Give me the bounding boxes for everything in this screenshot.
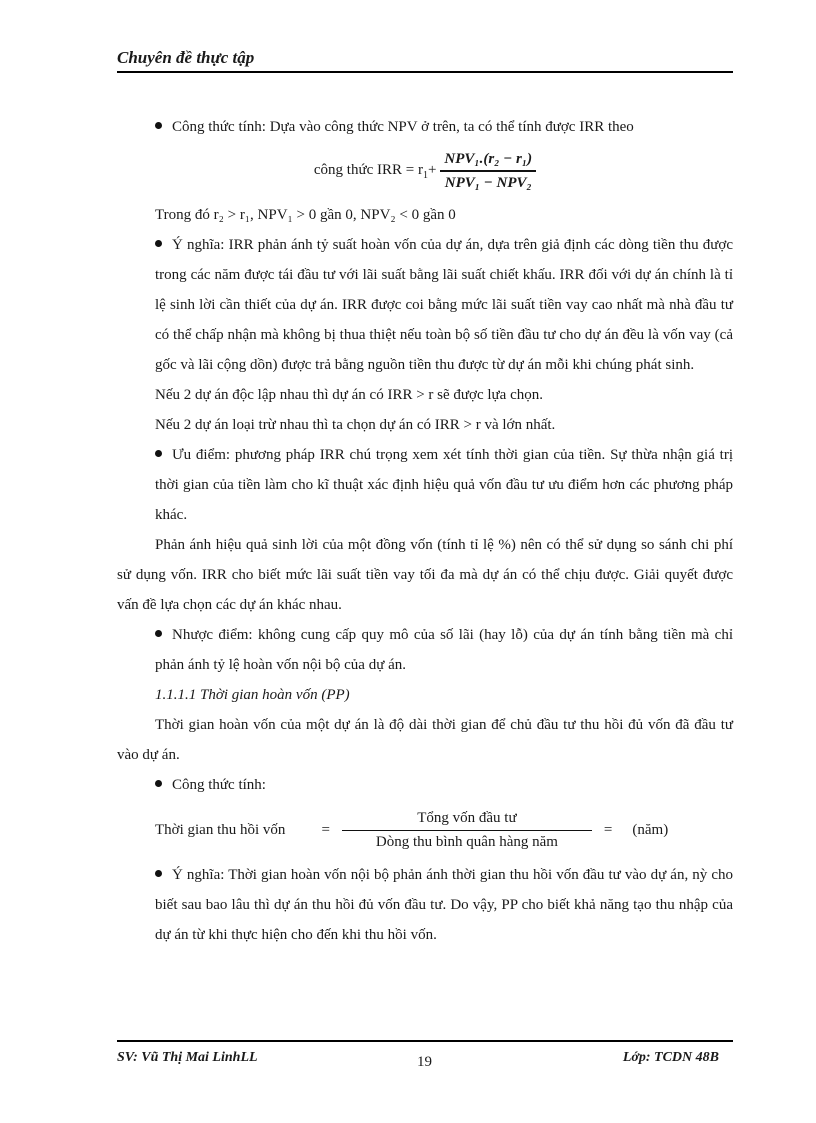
bullet-payback-meaning: Ý nghĩa: Thời gian hoàn vốn nội bộ phản ánh thời gian thu hồi vốn đầu tư vào dự án, nỳ cho biết sau bao lâu thì dự án thu hồi đủ vốn đầu tư. Do vậy, PP cho biết khả năng tạo thu nhập của dự án từ khi thực hiện cho đến khi thu hồi vốn. [155,867,733,943]
bullet-advantage: Ưu điểm: phương pháp IRR chú trọng xem xét tính thời gian của tiền. Sự thừa nhận giá trị thời gian của tiền làm cho kĩ thuật xác định hiệu quả vốn đầu tư ưu điểm hơn các phương pháp khác. [155,447,733,523]
bullet-icon [155,870,162,877]
page-number: 19 [417,1054,432,1070]
payback-denominator: Dòng thu bình quân hàng năm [375,833,558,850]
bullet-meaning: Ý nghĩa: IRR phản ánh tỷ suất hoàn vốn của dự án, dựa trên giả định các dòng tiền thu được trong các năm được tái đầu tư với lãi suất bằng lãi suất chiết khấu. IRR đối với dự án chính là tỉ lệ sinh lời cần thiết của dự án. IRR được coi bằng mức lãi suất tiền vay cao nhất mà nhà đầu tư có thể chấp nhận mà không bị thua thiệt nếu toàn bộ số tiền đầu tư cho dự án đều là vốn vay (cả gốc và lãi cộng dồn) được trả bằng nguồn tiền thu được từ dự án mỗi khi chúng phát sinh. [155,237,733,373]
header-rule [117,71,733,73]
bullet-payback-formula: Công thức tính: [117,770,733,800]
paragraph-efficiency: Phản ánh hiệu quả sinh lời của một đồng vốn (tính tỉ lệ %) nên có thể sử dụng so sánh chi phí sử dụng vốn. IRR cho biết mức lãi suất tiền vay tối đa mà dự án có thể chịu được. Giải quyết được vấn đề lựa chọn các dự án khác nhau. [117,537,733,613]
payback-formula [117,800,733,860]
page-body [117,112,733,950]
payback-fraction [342,810,592,851]
section-heading: 1.1.1.1 Thời gian hoàn vốn (PP) [155,687,350,703]
irr-numerator: NPV₁.(r₂ − r₁) [444,151,533,168]
footer-rule [117,1040,733,1042]
equals-sign: = [603,821,613,838]
payback-numerator: Tổng vốn đầu tư [417,809,517,826]
paragraph-payback-definition: Thời gian hoàn vốn của một dự án là độ dài thời gian để chủ đầu tư thu hồi đủ vốn đã đầu tư vào dự án. [117,717,733,763]
irr-formula [117,142,733,200]
paragraph-exclusive: Nếu 2 dự án loại trừ nhau thì ta chọn dự án có IRR > r và lớn nhất. [155,417,556,433]
bullet-icon [155,122,162,129]
footer-class: Lớp: TCDN 48B [622,1050,719,1065]
payback-unit: (năm) [632,821,669,838]
payback-label: Thời gian thu hồi vốn [155,821,286,838]
bullet-disadvantage: Nhược điểm: không cung cấp quy mô của số lãi (hay lỗ) của dự án tính bằng tiền mà chỉ phản ánh tỷ lệ hoàn vốn nội bộ của dự án. [155,627,733,673]
bullet-icon [155,450,162,457]
irr-conditions: Trong đó r₂ > r₁, NPV₁ > 0 gần 0, NPV₂ < 0 gần 0 [155,207,456,223]
bullet-icon [155,780,162,787]
page-header-title: Chuyên đề thực tập [117,48,255,67]
irr-fraction [440,148,536,194]
irr-denominator: NPV₁ − NPV₂ [444,174,532,191]
bullet-icon [155,240,162,247]
irr-formula-lead: công thức IRR = $r_1+$ [313,161,437,181]
footer-student: SV: Vũ Thị Mai LinhLL [117,1050,258,1065]
paragraph-independent: Nếu 2 dự án độc lập nhau thì dự án có IRR > r sẽ được lựa chọn. [155,387,543,403]
bullet-formula-intro: Công thức tính: Dựa vào công thức NPV ở trên, ta có thể tính được IRR theo [117,112,733,142]
bullet-icon [155,630,162,637]
fraction-bar [342,830,592,831]
equals-sign: = [321,821,330,838]
